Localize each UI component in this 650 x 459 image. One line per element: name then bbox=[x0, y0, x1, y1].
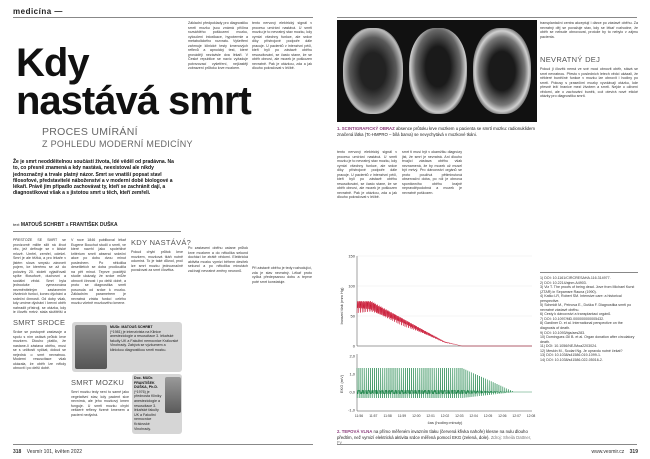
figure-1-text: absence průtoku krve mozkem u pacienta se smrtí mozku: radionuklidem značená látka (Tc-HMPRO – bílá barva) se nevychytává v mozkové tkáni. bbox=[337, 126, 535, 137]
figure-1-label: 1. SCINTIGRAFICKÝ OBRAZ bbox=[337, 126, 395, 131]
refs-rule bbox=[540, 272, 638, 273]
author-bio-2-body: (*1976) je přednosta Kliniky anesteziologie a resuscitace 3. lékařské fakulty UK a Fakultní nemocnice Královské Vinohrady. bbox=[134, 389, 162, 431]
reference-item: 6) Cesty k dárcovství a transplantaci orgánů. bbox=[540, 312, 612, 317]
top-ytick-label: 0 bbox=[352, 343, 355, 349]
vital-signs-chart bbox=[337, 246, 537, 426]
body-column-3b: Pokud chybí průtok krve mozkem, mozková tkáň nutně odumírá. To je také důvod, proč lze smrt mozku jednoznačně považovat za smrt člověka. bbox=[131, 250, 183, 272]
scan-image-2 bbox=[409, 28, 467, 114]
x-tick-label: 11:56 bbox=[354, 414, 364, 418]
body-column-2: V roce 1846 publikoval lékař Eugene Bouchut studii o smrti, ve které navrhl jako spolehlivé kritérium smrti absenci srdeční akce po dobu dvou minut poslechem. Po několika desetiletích se doba prodloužila na pět minut. Teprve pozdější studie ukázaly, že srdce může obnovit činnost i po delší době, a proto se diagnostika smrti posunula od srdce k mozku. Základním parametrem je nevratná ztráta funkcí celého mozku včetně mozkového kmene. bbox=[71, 238, 126, 305]
heading-nevratny-dej: NEVRATNÝ DEJ bbox=[540, 55, 601, 64]
reference-item: 12) Meskin M., Scolari Ng. Je opravdu nutné čekat? bbox=[540, 348, 623, 353]
header-rule-right bbox=[337, 17, 637, 18]
reference-item: 4) Katko LR, Robert SM. Intensive care: a historical perspective. bbox=[540, 294, 622, 303]
subtitle-line1: PROCES UMÍRÁNÍ bbox=[42, 126, 138, 138]
footer-rule-right bbox=[337, 444, 637, 445]
article-subtitle bbox=[42, 126, 193, 150]
top-chart-ylabel: Invazní tlak (mm Hg) bbox=[339, 287, 344, 325]
body-column-5: smrt ti musí být v okamžiku diagnózy jist, že smrt je nevratná. Ani dlouho trvající zástava oběhu však neznamená, že by mozek už musel být mrtvý. Pro dárcovství orgánů se proto používá pětiminutová observační doba, po níž je obnova spontánního oběhu krajně nepravděpodobná a mozek je nevratně poškozen. bbox=[402, 150, 462, 195]
x-tick-label: 11:57 bbox=[369, 414, 378, 418]
bottom-ytick-label: 1,0 bbox=[349, 371, 355, 377]
author-bio-2-name: Doc. MUDr. FRANTIŠEK DUŠKA, Ph.D. bbox=[134, 376, 158, 390]
body-column-6b: Pokud ji člověk nemá ve své moci obnovit oběh, stává se smrt nevratnou. Přesto v posledních letech vědci ukázali, že některé buněčné funkce v mozku lze obnovit i hodiny po smrti. Pokusy s prasečími mozky vyvolávají otázku, kde přesně leží hranice mezi životem a smrtí. Nejde o oživení vědomí, ale o zachování buněk, což otevírá nové etické otázky pro diagnostiku smrti. bbox=[540, 67, 638, 98]
page-number-left: 318 bbox=[13, 449, 22, 455]
byline bbox=[13, 222, 183, 228]
reference-item: 9) DOI: 10.1093/bja/aes283. bbox=[540, 330, 586, 335]
footer-right bbox=[591, 449, 638, 455]
author-1: MATOUŠ SCHRBT bbox=[20, 222, 65, 228]
body-column-3d: Po zastavení oběhu ustane průtok krve mozkem a do několika sekund dochází ke ztrátě vědomí. Elektrická aktivita mozku vymizí během desítek sekund a po několika minutách začínají nevratné změny neuronů. bbox=[188, 246, 248, 273]
author-bio-1-body: (*1981) je intenzivista na Klinice anesteziologie a resuscitace 3. lékařské fakulty UK a Fakultní nemocnice Královské Vinohrady. Zabývá se výzkumem a klinickou diagnostikou smrti mozku. bbox=[110, 329, 179, 352]
scan-image-1 bbox=[343, 28, 403, 114]
body-column-3e: Při zástavě oběhu je tedy rozhodující, zda je stav nevratný. Lékař proto vyčká předepsanou dobu a teprve poté smrt konstatuje. bbox=[252, 266, 312, 284]
footer-site: www.vesmir.cz bbox=[591, 449, 625, 455]
byline-prefix: text bbox=[13, 222, 20, 227]
x-tick-label: 12:08 bbox=[526, 414, 536, 418]
title-line2: nastává smrt bbox=[16, 79, 251, 123]
figure-2-text: na přímo měřeném invazním tlaku (červená křivka nahoře) klesne na nulu dlouho předtím, než vymizí elektrická aktivita srdce měřená pomocí EKG (zelená, dole). bbox=[337, 429, 528, 440]
reference-item: 13) DOI: 10.1038/s41586-019-1099-1. bbox=[540, 353, 601, 358]
body-column-6: transplantační centra akceptují i dárce po zástavě oběhu. Za nevratný děj se považuje stav, kdy se lékař rozhodne, že oběh se nebude obnovovat, protože by to nebylo v zájmu pacienta. bbox=[540, 21, 638, 39]
body-column-2b: Smrt mozku tedy není to samé jako vegetativní stav, kdy pacient sice nevnímá, ale jeho mozkový kmen funguje. U smrti mozku chybí veškeré reflexy řízené kmenem a pacient nedýchá. bbox=[71, 390, 129, 417]
figure-1-caption bbox=[337, 126, 537, 137]
footer-rule-left bbox=[13, 444, 313, 445]
author-bio-1-name: MUDr. MATOUŠ SCHRBT bbox=[110, 325, 153, 329]
x-tick-label: 12:02 bbox=[440, 414, 450, 418]
subtitle-line2: Z POHLEDU MODERNÍ MEDICÍNY bbox=[42, 139, 193, 149]
heading-smrt-mozku: SMRT MOZKU bbox=[71, 378, 125, 387]
author-2: FRANTIŠEK DUŠKA bbox=[69, 222, 118, 228]
x-tick-label: 12:04 bbox=[469, 414, 478, 418]
body-column-1b: Srdce se postupně zastavuje a spolu s ním ustává průtok krve mozkem. Dlouho platilo, že nastane-li zástava oběhu, musí se s určitostí vyčkat, dokud se nejedná o smrt nevratnou. Moderní resuscitace však ukázala, že oběh lze někdy obnovit i po delší době. bbox=[13, 330, 66, 370]
chart-xlabel: čas (hodiny:minuty) bbox=[427, 420, 463, 425]
reference-item: 5) Schmidt M., Peinova E., Duška F. Diagnostika smrti po nevratné zástavě oběhu. bbox=[540, 303, 632, 312]
x-tick-label: 12:01 bbox=[426, 414, 435, 418]
x-tick-label: 12:07 bbox=[512, 414, 521, 418]
lead-rule bbox=[13, 231, 181, 232]
section-label: medicína — bbox=[13, 7, 63, 16]
x-tick-label: 12:06 bbox=[498, 414, 507, 418]
body-column-1: PŘESTOŽE SE SMRT se provizorně milite silit ná život věc, jež definuje se v lidské mluvě. Umřel, zemřel, odešel. Smrt je ale těžká, a pro lékaře v jistém slova smyslu zároveň pojem, ke kterému se až do poloviny 20. století vyjadřovali spíše filosofové, duchovní a sociální vědci. Smrt byla jednoduše vymezována nezměnitelným zastavením životních funkcí, konec dýchání a srdeční činnosti. Od doby však, kdy umíme dýchání i krevní oběh nahradit přístroji, se otázka, kdy je člověk mrtvý, stala složitější a bbox=[13, 238, 66, 313]
heading-smrt-srdce: SMRT SRDCE bbox=[13, 318, 66, 327]
scintigraphy-figure bbox=[337, 20, 537, 122]
x-tick-label: 11:59 bbox=[397, 414, 407, 418]
reference-item: 8) Gardiner D. et al. International perspective on the diagnosis of death. bbox=[540, 321, 623, 331]
references-list bbox=[540, 276, 638, 440]
footer-title-left: Vesmír 101, květen 2022 bbox=[26, 449, 83, 455]
x-tick-label: 12:03 bbox=[455, 414, 464, 418]
body-column-3: Základní předpoklady pro diagnostiku smrti mozku jsou známá příčina rozsáhlého poškození mozku, vyloučení intoxikace, hypotermie a metabolického rozvratu. Vyšetření zahrnuje klinické testy kmenových reflexů a apnoický test, které provádějí nezávisle dva lékaři. V České republice se navíc vyžaduje potvrzovací vyšetření, nejčastěji zobrazení průtoku krve mozkem. bbox=[188, 21, 248, 70]
page-number-right: 319 bbox=[629, 449, 638, 455]
figure-2-label: 2. TEPOVÁ VLNA bbox=[337, 429, 373, 434]
author-photo-2 bbox=[165, 377, 181, 413]
scan-image-3 bbox=[473, 28, 531, 114]
bottom-ytick-label: 2,0 bbox=[349, 353, 355, 359]
body-column-3c: tento nervový elektrický signál v procesu umírání nastává. U smrti mozku je to nevratný stav mozku, kdy vymizí všechny funkce, ale srdce díky přístrojové podpoře dále pracuje. U pacientů v intenzivní péči, kteří byli po zástavě oběhu resuscitováni, se často stane, že se oběh obnoví, ale mozek je poškozen nevratně. Pak je otázkou, zda a jak dlouho pokračovat v léčbě. bbox=[252, 21, 312, 70]
x-tick-label: 11:58 bbox=[383, 414, 392, 418]
top-ytick-label: 150 bbox=[348, 253, 355, 259]
reference-item: 1) DOI: 10.1161/CIRCRESAHA.116.314977. bbox=[540, 276, 611, 280]
bottom-ytick-label: -1,0 bbox=[348, 407, 355, 413]
body-column-4: tento nervový elektrický signál v procesu umírání nastává. U smrti mozku je to nevratný stav mozku, kdy vymizí všechny funkce, ale srdce díky přístrojové podpoře dále pracuje. U pacientů v intenzivní péči, kteří byli po zástavě oběhu resuscitováni, se často stane, že se oběh obnoví, ale mozek je poškozen nevratně. Pak je otázkou, zda a jak dlouho pokračovat v léčbě. bbox=[337, 150, 397, 199]
article-lead: Že je smrt neodděitelnou součástí života, ldé věděl od pradávna. Na to, co přesně znamená a kdy nastává, neexistoval ale nikdy jednoznačný a trvale platný názor. Smrt se vnatiší popsat stavl filosofové, představitelé náboženství a v moderní době biologové a lékaři. Právě jim připadlo zachovávat ty, kteří se zachránit dají, a diagnostikovat však a s jistotou smrt u těch, kteří zemřeli. bbox=[13, 159, 174, 197]
heading-kdy-nastava: KDY NASTÁVÁ? bbox=[131, 238, 192, 247]
reference-item: 10) Dominguez-Gil B. et al. Organ donation after circulatory death. bbox=[540, 335, 635, 344]
bottom-chart-ylabel: EKG (mV) bbox=[339, 374, 344, 394]
footer-left bbox=[13, 449, 82, 455]
x-tick-label: 12:00 bbox=[412, 414, 421, 418]
x-tick-label: 12:05 bbox=[483, 414, 493, 418]
author-bio-1-text bbox=[110, 325, 180, 371]
reference-item: 7) DOI: 10.1097/MD.000000000005432. bbox=[540, 316, 605, 321]
figure-2-credit: Zdroj: Sheila Dattner, Fy bbox=[337, 434, 532, 446]
author-bio-2-text bbox=[134, 376, 164, 432]
reference-item: 2) DOI: 10.2214/ajnm.A4903. bbox=[540, 280, 587, 285]
header-rule-left bbox=[13, 17, 313, 18]
reference-item: 11) DOI: 10.1056/NEJMoa2203024. bbox=[540, 344, 598, 349]
author-photo-1 bbox=[75, 325, 107, 369]
reference-item: 3) Viz T. The proofs of being dead. Jove from Michael Kurst (ZTAR) in Sepamsre Rauna (1990). bbox=[540, 285, 635, 294]
title-line1: Kdy bbox=[16, 41, 89, 85]
byline-and: a bbox=[65, 222, 69, 228]
top-ytick-label: 50 bbox=[350, 313, 355, 319]
bottom-ytick-label: 0,0 bbox=[349, 389, 355, 395]
top-ytick-label: 100 bbox=[348, 283, 355, 289]
reference-item: 14) DOI: 10.1038/s41586-022-05016-2. bbox=[540, 357, 603, 362]
